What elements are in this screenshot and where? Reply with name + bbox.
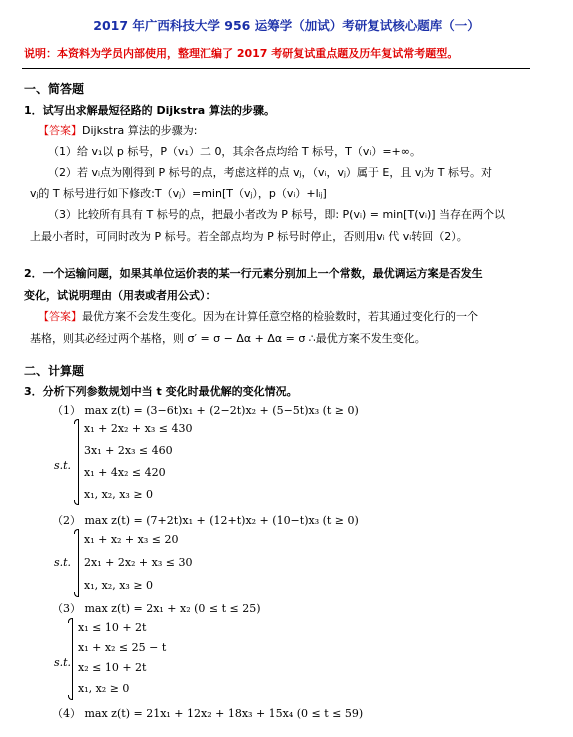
answer-1-step1: （1）给 v₁以 p 标号，P（v₁）二 0，其余各点均给 T 标号，T（vᵢ）=+∞。	[48, 145, 421, 158]
divider	[22, 68, 530, 69]
answer-label: 【答案】	[38, 310, 82, 323]
problem-4-objective: （4） max z(t) = 21x₁ + 12x₂ + 18x₃ + 15x₄ (0 ≤ t ≤ 59)	[52, 707, 364, 720]
answer-1-step2b: vⱼ的 T 标号进行如下修改:T（vⱼ）=min[T（vⱼ），p（vᵢ）+lᵢⱼ]	[30, 187, 327, 200]
problem-3-brace	[72, 619, 73, 699]
problem-2-constraint: x₁, x₂, x₃ ≥ 0	[84, 579, 154, 592]
disclaimer-note: 说明：本资料为学员内部使用，整理汇编了 2017 考研复试重点题及历年复试常考题型。	[24, 47, 459, 60]
question-3: 3．分析下列参数规划中当 t 变化时最优解的变化情况。	[24, 385, 298, 398]
answer-1-step2a: （2）若 vᵢ点为刚得到 P 标号的点，考虑这样的点 vⱼ，（vᵢ，vⱼ）属于 E，且 vⱼ为 T 标号。对	[48, 166, 493, 179]
problem-3-constraint: x₁ + x₂ ≤ 25 − t	[78, 641, 167, 654]
problem-3-objective: （3） max z(t) = 2x₁ + x₂ (0 ≤ t ≤ 25)	[52, 602, 261, 615]
answer-2b: 基格，则其必经过两个基格，则 σ′ = σ − Δα + Δα = σ ∴最优方案不发生变化。	[30, 332, 426, 345]
problem-2-st: s.t.	[54, 556, 72, 569]
problem-1-st: s.t.	[54, 459, 72, 472]
problem-2-constraint: 2x₁ + 2x₂ + x₃ ≤ 30	[84, 556, 193, 569]
problem-1-constraint: 3x₁ + 2x₃ ≤ 460	[84, 444, 173, 457]
problem-2-brace	[78, 530, 79, 596]
answer-label: 【答案】	[38, 124, 82, 137]
problem-1-brace	[78, 420, 79, 504]
question-1: 1．试写出求解最短径路的 Dijkstra 算法的步骤。	[24, 104, 275, 117]
question-2a: 2．一个运输问题，如果其单位运价表的某一行元素分别加上一个常数，最优调运方案是否发生	[24, 267, 483, 280]
problem-1-objective: （1） max z(t) = (3−6t)x₁ + (2−2t)x₂ + (5−5t)x₃ (t ≥ 0)	[52, 404, 359, 417]
answer-text: Dijkstra 算法的步骤为:	[82, 124, 198, 137]
problem-3-constraint: x₂ ≤ 10 + 2t	[78, 661, 147, 674]
section-heading-calculation: 二、计算题	[24, 364, 85, 378]
problem-2-objective: （2） max z(t) = (7+2t)x₁ + (12+t)x₂ + (10−t)x₃ (t ≥ 0)	[52, 514, 359, 527]
answer-text: 最优方案不会发生变化。因为在计算任意空格的检验数时，若其通过变化行的一个	[82, 310, 478, 323]
problem-2-constraint: x₁ + x₂ + x₃ ≤ 20	[84, 533, 179, 546]
answer-1-step3b: 上最小者时，可同时改为 P 标号。若全部点均为 P 标号时停止，否则用vᵢ 代 vᵢ转回（2）。	[30, 230, 468, 243]
problem-3-st: s.t.	[54, 656, 72, 669]
answer-1-step3a: （3）比较所有具有 T 标号的点，把最小者改为 P 标号，即: P(vᵢ) = min[T(vᵢ)] 当存在两个以	[48, 208, 506, 221]
problem-1-constraint: x₁ + 4x₂ ≤ 420	[84, 466, 166, 479]
answer-1-head	[38, 122, 197, 138]
problem-1-constraint: x₁, x₂, x₃ ≥ 0	[84, 488, 154, 501]
section-heading-short-answer: 一、简答题	[24, 82, 85, 96]
answer-2a	[38, 308, 478, 324]
question-2b: 变化，试说明理由（用表或者用公式）：	[24, 289, 217, 302]
problem-3-constraint: x₁, x₂ ≥ 0	[78, 682, 130, 695]
problem-1-constraint: x₁ + 2x₂ + x₃ ≤ 430	[84, 422, 193, 435]
page-title: 2017 年广西科技大学 956 运筹学（加试）考研复试核心题库（一）	[93, 18, 480, 33]
problem-3-constraint: x₁ ≤ 10 + 2t	[78, 621, 147, 634]
